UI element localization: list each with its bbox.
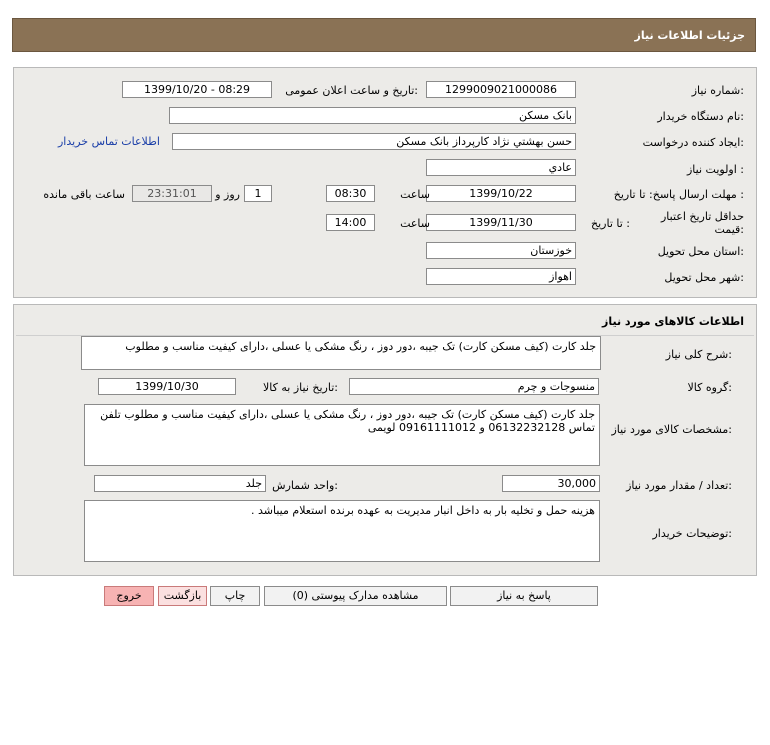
need-info-panel	[13, 67, 757, 298]
days-field: 1	[244, 185, 272, 202]
unit-field: جلد	[94, 475, 266, 492]
print-button[interactable]: چاپ	[210, 586, 260, 606]
unit-label: واحد شمارش:	[272, 479, 338, 492]
province-label: استان محل تحویل:	[657, 245, 744, 258]
attachments-button[interactable]: مشاهده مدارک پیوستی (0)	[264, 586, 447, 606]
province-field: خوزستان	[426, 242, 576, 259]
exit-button[interactable]: خروج	[104, 586, 154, 606]
notes-box: هزینه حمل و تخلیه بار به داخل انبار مدیریت به عهده برنده استعلام میباشد .	[84, 500, 600, 562]
notes-label: توضیحات خریدار:	[652, 527, 732, 540]
reply-button[interactable]: پاسخ به نیاز	[450, 586, 598, 606]
validity-date-field: 1399/11/30	[426, 214, 576, 231]
validity-time-label: ساعت	[400, 217, 430, 230]
validity-to-label: تا تاریخ :	[591, 217, 630, 230]
summary-box: جلد کارت (کیف مسکن کارت) تک جیبه ،دور دوز ، رنگ مشکی یا عسلی ،دارای کیفیت مناسب و مطلوب	[81, 336, 601, 370]
need-date-field: 1399/10/30	[98, 378, 236, 395]
need-number-field: 1299009021000086	[426, 81, 576, 98]
group-label: گروه کالا:	[687, 381, 732, 394]
deadline-date-field: 1399/10/22	[426, 185, 576, 202]
specs-box: جلد کارت (کیف مسکن کارت) تک جیبه ،دور دوز ، رنگ مشکی یا عسلی ،دارای کیفیت مناسب و مطلوب تلفن تماس 06132232128 و 09161111012 لویمی	[84, 404, 600, 466]
deadline-time-label: ساعت	[400, 188, 430, 201]
buyer-org-field: بانک مسکن	[169, 107, 576, 124]
remaining-label: ساعت باقی مانده	[43, 188, 125, 201]
days-label: روز و	[215, 188, 240, 201]
deadline-label: مهلت ارسال پاسخ: تا تاریخ :	[613, 188, 744, 201]
qty-label: تعداد / مقدار مورد نیاز:	[626, 479, 732, 492]
group-field: منسوجات و چرم	[349, 378, 599, 395]
city-label: شهر محل تحویل:	[664, 271, 744, 284]
priority-label: اولویت نیاز :	[686, 163, 744, 176]
creator-label: ایجاد کننده درخواست:	[642, 136, 744, 149]
page-title: جزئیات اطلاعات نیاز	[634, 29, 745, 42]
validity-time-field: 14:00	[326, 214, 375, 231]
buyer-org-label: نام دستگاه خریدار:	[657, 110, 744, 123]
validity-label: حداقل تاریخ اعتبار قیمت:	[660, 210, 744, 236]
announce-label: تاریخ و ساعت اعلان عمومی:	[285, 84, 418, 97]
need-date-label: تاریخ نیاز به کالا:	[263, 381, 338, 394]
summary-label: شرح کلی نیاز:	[665, 348, 732, 361]
need-number-label: شماره نیاز:	[691, 84, 744, 97]
goods-panel	[13, 304, 757, 576]
back-button[interactable]: بازگشت	[158, 586, 207, 606]
creator-field: حسن بهشتي نژاد کارپرداز بانک مسکن	[172, 133, 576, 150]
priority-field: عادي	[426, 159, 576, 176]
deadline-time-field: 08:30	[326, 185, 375, 202]
buyer-contact-link[interactable]: اطلاعات تماس خریدار	[58, 135, 160, 148]
city-field: اهواز	[426, 268, 576, 285]
remaining-time-field: 23:31:01	[132, 185, 212, 202]
goods-section-title: اطلاعات کالاهای مورد نیاز	[602, 315, 744, 328]
specs-label: مشخصات کالای مورد نیاز:	[611, 423, 732, 436]
qty-field: 30,000	[502, 475, 600, 492]
announce-field: 1399/10/20 - 08:29	[122, 81, 272, 98]
page-header	[12, 18, 756, 52]
